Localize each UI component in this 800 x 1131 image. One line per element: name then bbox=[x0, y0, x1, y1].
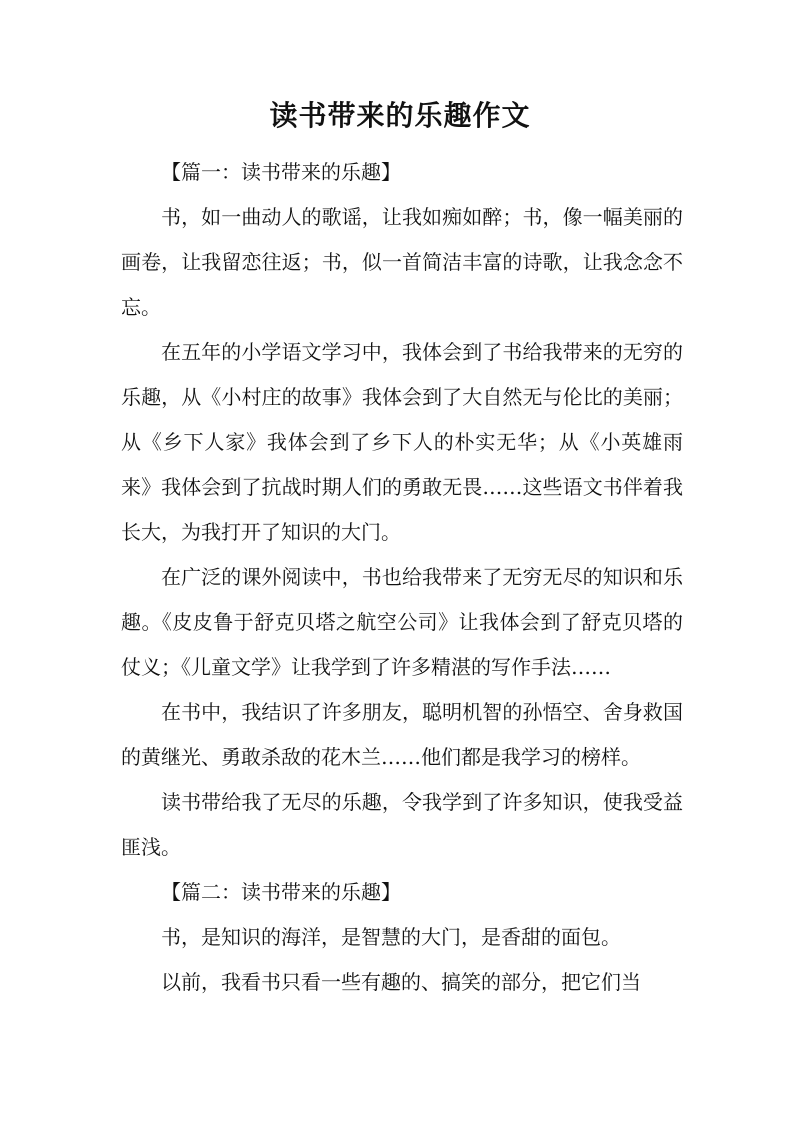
paragraph: 读书带给我了无尽的乐趣，令我学到了许多知识，使我受益匪浅。 bbox=[121, 790, 683, 859]
document-body bbox=[121, 150, 683, 1005]
paragraph: 在广泛的课外阅读中，书也给我带来了无穷无尽的知识和乐趣。《皮皮鲁于舒克贝塔之航空公司》让我体会到了舒克贝塔的仗义；《儿童文学》让我学到了许多精湛的写作手法…… bbox=[121, 565, 683, 679]
section-heading: 【篇二：读书带来的乐趣】 bbox=[161, 880, 401, 904]
paragraph: 在五年的小学语文学习中，我体会到了书给我带来的无穷的乐趣，从《小村庄的故事》我体会到了大自然无与伦比的美丽；从《乡下人家》我体会到了乡下人的朴实无华；从《小英雄雨来》我体会到了抗战时期人们的勇敢无畏……这些语文书伴着我长大，为我打开了知识的大门。 bbox=[121, 340, 683, 544]
paragraph: 在书中，我结识了许多朋友，聪明机智的孙悟空、舍身救国的黄继光、勇敢杀敌的花木兰……他们都是我学习的榜样。 bbox=[121, 700, 683, 769]
paragraph: 书，是知识的海洋，是智慧的大门，是香甜的面包。 bbox=[161, 925, 621, 949]
document-title: 读书带来的乐趣作文 bbox=[269, 99, 531, 132]
paragraph: 以前，我看书只看一些有趣的、搞笑的部分，把它们当 bbox=[161, 970, 641, 994]
paragraph: 书，如一曲动人的歌谣，让我如痴如醉；书，像一幅美丽的画卷，让我留恋往返；书，似一首简洁丰富的诗歌，让我念念不忘。 bbox=[121, 205, 683, 319]
section-heading: 【篇一：读书带来的乐趣】 bbox=[161, 160, 401, 184]
